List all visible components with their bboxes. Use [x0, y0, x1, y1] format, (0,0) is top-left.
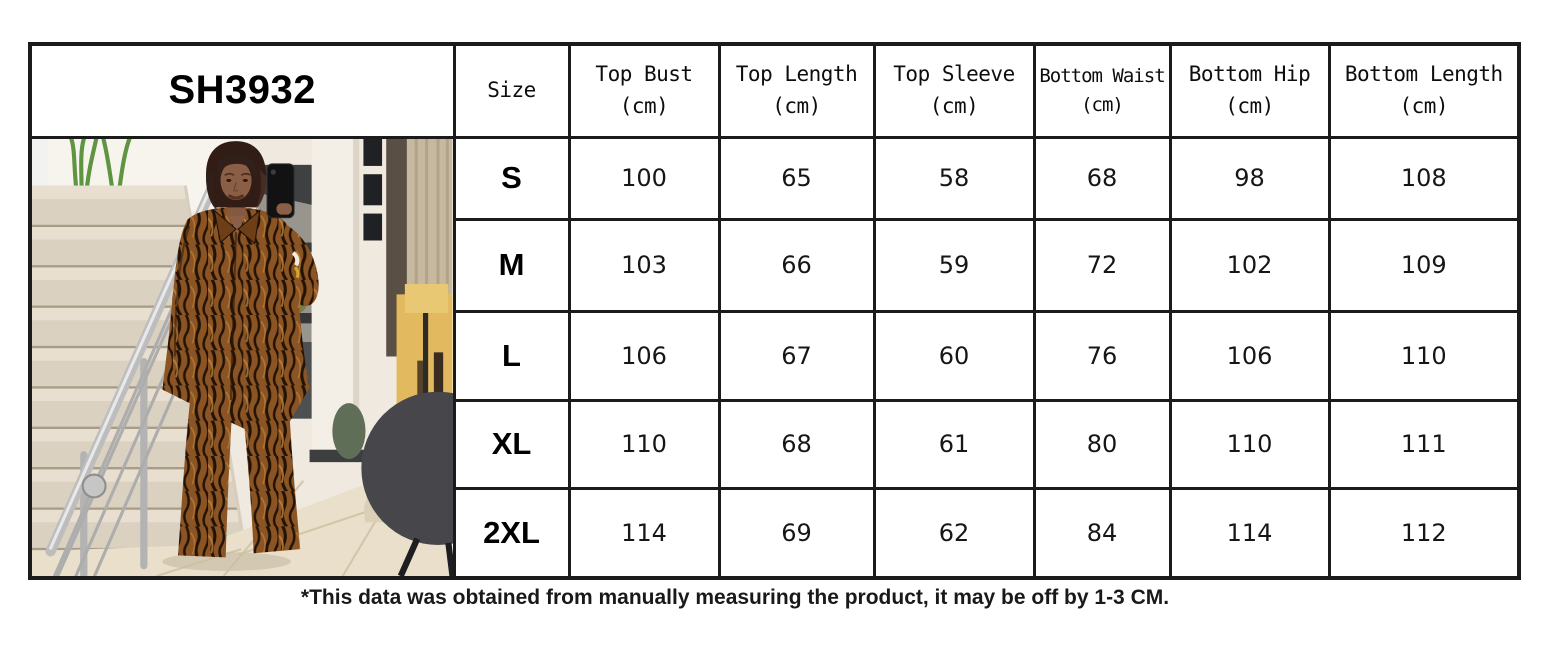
- product-code: SH3932: [30, 44, 454, 137]
- column-header-top-bust: [569, 44, 719, 137]
- size-label: XL: [454, 400, 569, 489]
- measurement-cell: 112: [1329, 489, 1519, 578]
- column-header-label: Size: [487, 78, 536, 102]
- size-label: M: [454, 219, 569, 311]
- column-header-unit: (cm): [929, 93, 979, 118]
- measurement-cell: 69: [719, 489, 874, 578]
- size-label: 2XL: [454, 489, 569, 578]
- measurement-cell: 72: [1034, 219, 1170, 311]
- column-header-unit: (cm): [1081, 93, 1123, 116]
- measurement-cell: 108: [1329, 137, 1519, 219]
- column-header-label: Top Sleeve: [893, 62, 1015, 87]
- column-header-label: Top Bust: [595, 62, 693, 87]
- column-header-bottom-hip: [1170, 44, 1329, 137]
- measurement-cell: 103: [569, 219, 719, 311]
- measurement-cell: 110: [1170, 400, 1329, 489]
- measurement-cell: 61: [874, 400, 1034, 489]
- product-photo-cell: [30, 137, 454, 578]
- measurement-cell: 98: [1170, 137, 1329, 219]
- measurement-cell: 58: [874, 137, 1034, 219]
- measurement-cell: 76: [1034, 311, 1170, 400]
- measurement-cell: 59: [874, 219, 1034, 311]
- column-header-top-length: [719, 44, 874, 137]
- measurement-cell: 110: [569, 400, 719, 489]
- picture-frames: [363, 139, 382, 240]
- column-header-label: Bottom Hip: [1188, 62, 1311, 87]
- column-header-label: Top Length: [735, 62, 858, 87]
- measurement-cell: 68: [719, 400, 874, 489]
- measurement-cell: 114: [1170, 489, 1329, 578]
- size-chart-table: [28, 42, 1521, 580]
- curtain: [407, 139, 453, 294]
- size-label: L: [454, 311, 569, 400]
- measurement-cell: 110: [1329, 311, 1519, 400]
- measurement-cell: 114: [569, 489, 719, 578]
- measurement-cell: 80: [1034, 400, 1170, 489]
- column-header-unit: (cm): [619, 93, 669, 118]
- measurement-cell: 62: [874, 489, 1034, 578]
- column-header-unit: (cm): [1399, 93, 1449, 118]
- footnote: *This data was obtained from manually measuring the product, it may be off by 1-3 CM.: [300, 586, 1170, 609]
- measurement-cell: 60: [874, 311, 1034, 400]
- column-header-unit: (cm): [772, 93, 821, 118]
- measurement-cell: 106: [569, 311, 719, 400]
- measurement-cell: 67: [719, 311, 874, 400]
- column-header-unit: (cm): [1225, 93, 1274, 118]
- size-row-s: [30, 137, 1519, 219]
- header-row: [30, 44, 1519, 137]
- measurement-cell: 65: [719, 137, 874, 219]
- column-header-size: [454, 44, 569, 137]
- measurement-cell: 66: [719, 219, 874, 311]
- measurement-cell: 68: [1034, 137, 1170, 219]
- product-photo: [32, 139, 453, 576]
- measurement-cell: 109: [1329, 219, 1519, 311]
- measurement-cell: 102: [1170, 219, 1329, 311]
- measurement-cell: 100: [569, 137, 719, 219]
- size-label: S: [454, 137, 569, 219]
- column-header-bottom-waist: [1034, 44, 1170, 137]
- measurement-cell: 106: [1170, 311, 1329, 400]
- column-header-label: Bottom Length: [1344, 62, 1503, 87]
- measurement-cell: 111: [1329, 400, 1519, 489]
- measurement-cell: 84: [1034, 489, 1170, 578]
- column-header-bottom-length: [1329, 44, 1519, 137]
- column-header-label: Bottom Waist: [1039, 65, 1165, 88]
- column-header-top-sleeve: [874, 44, 1034, 137]
